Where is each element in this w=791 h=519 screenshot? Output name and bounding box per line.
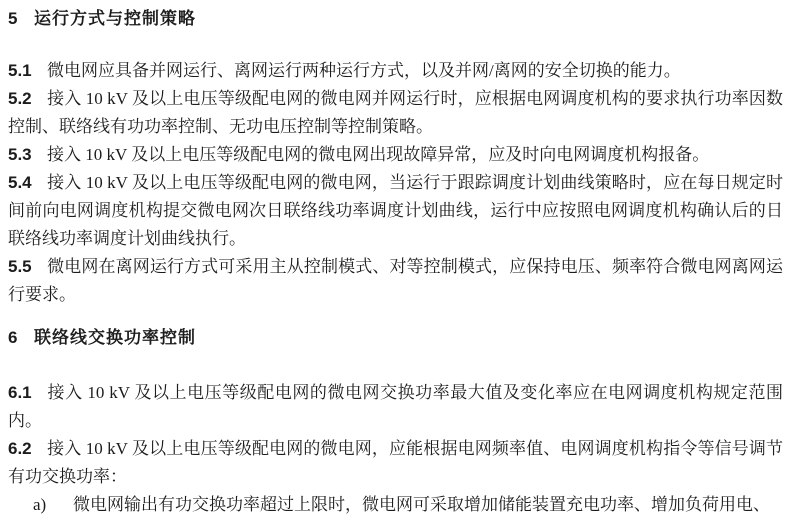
clause-5-4-text: 接入 10 kV 及以上电压等级配电网的微电网，当运行于跟踪调度计划曲线策略时，应在每日规定时间前向电网调度机构提交微电网次日联络线功率调度计划曲线，运行中应按照电网调度机构确认后的日联络线功率调度计划曲线执行。 <box>8 173 783 248</box>
section-6 <box>8 324 783 519</box>
clause-5-3-text: 接入 10 kV 及以上电压等级配电网的微电网出现故障异常，应及时向电网调度机构报备。 <box>47 145 710 164</box>
section-5-number: 5 <box>8 9 19 28</box>
list-item-a <box>33 491 783 519</box>
clause-5-3-number: 5.3 <box>8 145 32 164</box>
clause-5-3 <box>8 141 783 169</box>
clause-5-2-text: 接入 10 kV 及以上电压等级配电网的微电网并网运行时，应根据电网调度机构的要求执行功率因数控制、联络线有功功率控制、无功电压控制等控制策略。 <box>8 89 783 136</box>
clause-5-5 <box>8 253 783 309</box>
section-6-heading <box>8 324 783 352</box>
clause-5-5-text: 微电网在离网运行方式可采用主从控制模式、对等控制模式，应保持电压、频率符合微电网离网运行要求。 <box>8 257 783 304</box>
clause-6-2-text: 接入 10 kV 及以上电压等级配电网的微电网，应能根据电网频率值、电网调度机构指令等信号调节有功交换功率： <box>8 439 783 486</box>
list-item-a-label: a) <box>33 495 47 514</box>
clause-5-2-number: 5.2 <box>8 89 32 108</box>
clause-5-1-text: 微电网应具备并网运行、离网运行两种运行方式，以及并网/离网的安全切换的能力。 <box>47 61 681 80</box>
list-item-a-text: 微电网输出有功交换功率超过上限时，微电网可采取增加储能装置充电功率、增加负荷用电、 <box>73 495 770 514</box>
clause-6-1-number: 6.1 <box>8 383 32 402</box>
clause-6-2 <box>8 435 783 491</box>
section-5 <box>8 5 783 309</box>
clause-5-4-number: 5.4 <box>8 173 32 192</box>
clause-5-2 <box>8 85 783 141</box>
clause-6-1 <box>8 379 783 435</box>
section-5-title: 运行方式与控制策略 <box>34 9 196 28</box>
clause-5-5-number: 5.5 <box>8 257 32 276</box>
clause-5-1 <box>8 57 783 85</box>
clause-5-1-number: 5.1 <box>8 61 32 80</box>
clause-6-1-text: 接入 10 kV 及以上电压等级配电网的微电网交换功率最大值及变化率应在电网调度机构规定范围内。 <box>8 383 783 430</box>
section-6-number: 6 <box>8 328 19 347</box>
section-5-heading <box>8 5 783 33</box>
clause-5-4 <box>8 169 783 253</box>
clause-6-2-number: 6.2 <box>8 439 32 458</box>
section-6-title: 联络线交换功率控制 <box>34 328 196 347</box>
